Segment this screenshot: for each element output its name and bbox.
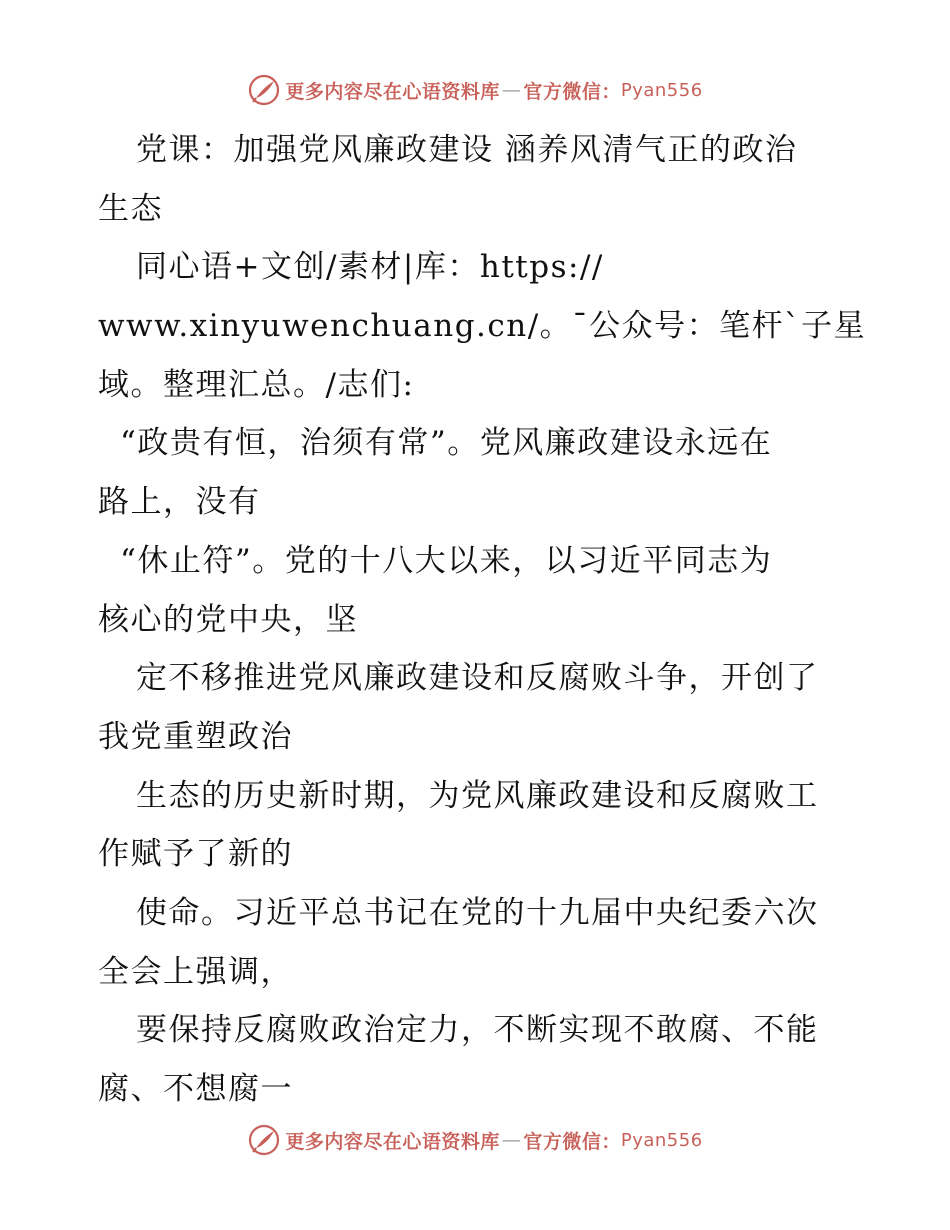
text-line: “政贵有恒，治须有常”。党风廉政建设永远在 xyxy=(120,425,773,462)
text-line: 域。整理汇总。/志们: xyxy=(98,366,415,403)
banner-main-text: 更多内容尽在心语资料库 xyxy=(285,80,500,103)
text-line: 路上，没有 xyxy=(98,484,261,521)
header-banner xyxy=(0,70,950,110)
text-line: 党课：加强党风廉政建设 涵养风清气正的政治 xyxy=(136,132,798,168)
footer-banner xyxy=(0,1120,950,1160)
text-line: 核心的党中央，坚 xyxy=(98,601,358,638)
feather-quill-icon xyxy=(247,1123,281,1157)
banner-handle: Pyan556 xyxy=(620,1129,703,1151)
banner-main-text: 更多内容尽在心语资料库 xyxy=(285,1130,500,1153)
document-body xyxy=(98,121,867,1119)
feather-quill-icon xyxy=(247,73,281,107)
text-line: 生态 xyxy=(98,190,163,227)
banner-contact-text: 官方微信： xyxy=(523,80,621,103)
text-line: 全会上强调， xyxy=(98,953,293,990)
banner-handle: Pyan556 xyxy=(620,79,703,101)
banner-separator: — xyxy=(501,79,522,101)
text-line: 我党重塑政治 xyxy=(98,718,293,755)
text-line: 同心语+文创/素材|库：https:// xyxy=(136,249,604,286)
text-line: 生态的历史新时期，为党风廉政建设和反腐败工 xyxy=(136,777,819,814)
banner-contact-text: 官方微信： xyxy=(523,1130,621,1153)
banner-separator: — xyxy=(501,1129,522,1151)
text-line: 作赋予了新的 xyxy=(98,836,293,873)
text-line: 腐、不想腐一 xyxy=(98,1071,293,1107)
text-line: “休止符”。党的十八大以来，以习近平同志为 xyxy=(120,542,773,579)
text-line: 使命。习近平总书记在党的十九届中央纪委六次 xyxy=(136,894,819,931)
text-line: www.xinyuwenchuang.cn/。¯公众号：笔杆`子星 xyxy=(98,308,867,345)
text-line: 要保持反腐败政治定力，不断实现不敢腐、不能 xyxy=(136,1012,819,1049)
text-line: 定不移推进党风廉政建设和反腐败斗争，开创了 xyxy=(136,660,819,697)
